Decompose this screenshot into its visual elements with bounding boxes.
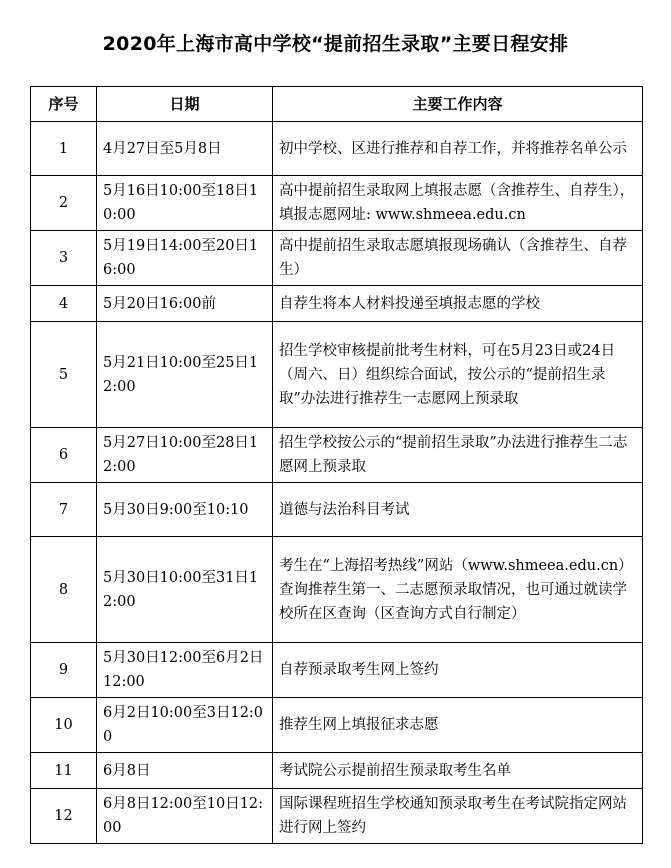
row-number: 6 xyxy=(31,428,97,483)
table-row xyxy=(31,286,643,322)
row-content: 高中提前招生录取网上填报志愿（含推荐生、自荐生），填报志愿网址: www.shmeea.edu.cn xyxy=(273,176,643,231)
row-content: 自荐预录取考生网上签约 xyxy=(273,643,643,698)
row-content: 自荐生将本人材料投递至填报志愿的学校 xyxy=(273,286,643,322)
table-row xyxy=(31,537,643,643)
row-content: 国际课程班招生学校通知预录取考生在考试院指定网站进行网上签约 xyxy=(273,789,643,844)
schedule-table xyxy=(30,86,643,844)
row-content: 初中学校、区进行推荐和自荐工作，并将推荐名单公示 xyxy=(273,122,643,176)
row-date: 5月21日10:00至25日12:00 xyxy=(97,322,273,428)
row-content: 招生学校按公示的“提前招生录取”办法进行推荐生二志愿网上预录取 xyxy=(273,428,643,483)
header-serial-number: 序号 xyxy=(31,87,97,122)
table-row xyxy=(31,643,643,698)
table-row xyxy=(31,483,643,537)
row-content: 道德与法治科目考试 xyxy=(273,483,643,537)
row-number: 5 xyxy=(31,322,97,428)
row-date: 6月8日 xyxy=(97,753,273,789)
row-number: 10 xyxy=(31,698,97,753)
row-number: 12 xyxy=(31,789,97,844)
table-row xyxy=(31,122,643,176)
table-row xyxy=(31,322,643,428)
row-number: 4 xyxy=(31,286,97,322)
header-date: 日期 xyxy=(97,87,273,122)
table-row xyxy=(31,789,643,844)
table-row xyxy=(31,698,643,753)
row-date: 5月27日10:00至28日12:00 xyxy=(97,428,273,483)
row-date: 5月20日16:00前 xyxy=(97,286,273,322)
row-date: 5月30日10:00至31日12:00 xyxy=(97,537,273,643)
row-date: 5月30日12:00至6月2日12:00 xyxy=(97,643,273,698)
table-row xyxy=(31,176,643,231)
row-number: 3 xyxy=(31,231,97,286)
table-row xyxy=(31,753,643,789)
row-date: 5月19日14:00至20日16:00 xyxy=(97,231,273,286)
table-header-row xyxy=(31,87,643,122)
row-date: 6月8日12:00至10日12:00 xyxy=(97,789,273,844)
row-date: 4月27日至5月8日 xyxy=(97,122,273,176)
row-date: 6月2日10:00至3日12:00 xyxy=(97,698,273,753)
row-content: 高中提前招生录取志愿填报现场确认（含推荐生、自荐生） xyxy=(273,231,643,286)
table-row xyxy=(31,428,643,483)
header-main-work: 主要工作内容 xyxy=(273,87,643,122)
document-title: 2020年上海市高中学校“提前招生录取”主要日程安排 xyxy=(102,33,569,55)
row-number: 7 xyxy=(31,483,97,537)
row-number: 2 xyxy=(31,176,97,231)
row-date: 5月30日9:00至10:10 xyxy=(97,483,273,537)
row-content: 考生在“上海招考热线”网站（www.shmeea.edu.cn）查询推荐生第一、二志愿预录取情况，也可通过就读学校所在区查询（区查询方式自行制定） xyxy=(273,537,643,643)
row-content: 考试院公示提前招生预录取考生名单 xyxy=(273,753,643,789)
row-content: 招生学校审核提前批考生材料，可在5月23日或24日（周六、日）组织综合面试，按公示的“提前招生录取”办法进行推荐生一志愿网上预录取 xyxy=(273,322,643,428)
row-content: 推荐生网上填报征求志愿 xyxy=(273,698,643,753)
row-number: 8 xyxy=(31,537,97,643)
row-number: 11 xyxy=(31,753,97,789)
row-number: 1 xyxy=(31,122,97,176)
table-row xyxy=(31,231,643,286)
row-date: 5月16日10:00至18日10:00 xyxy=(97,176,273,231)
row-number: 9 xyxy=(31,643,97,698)
